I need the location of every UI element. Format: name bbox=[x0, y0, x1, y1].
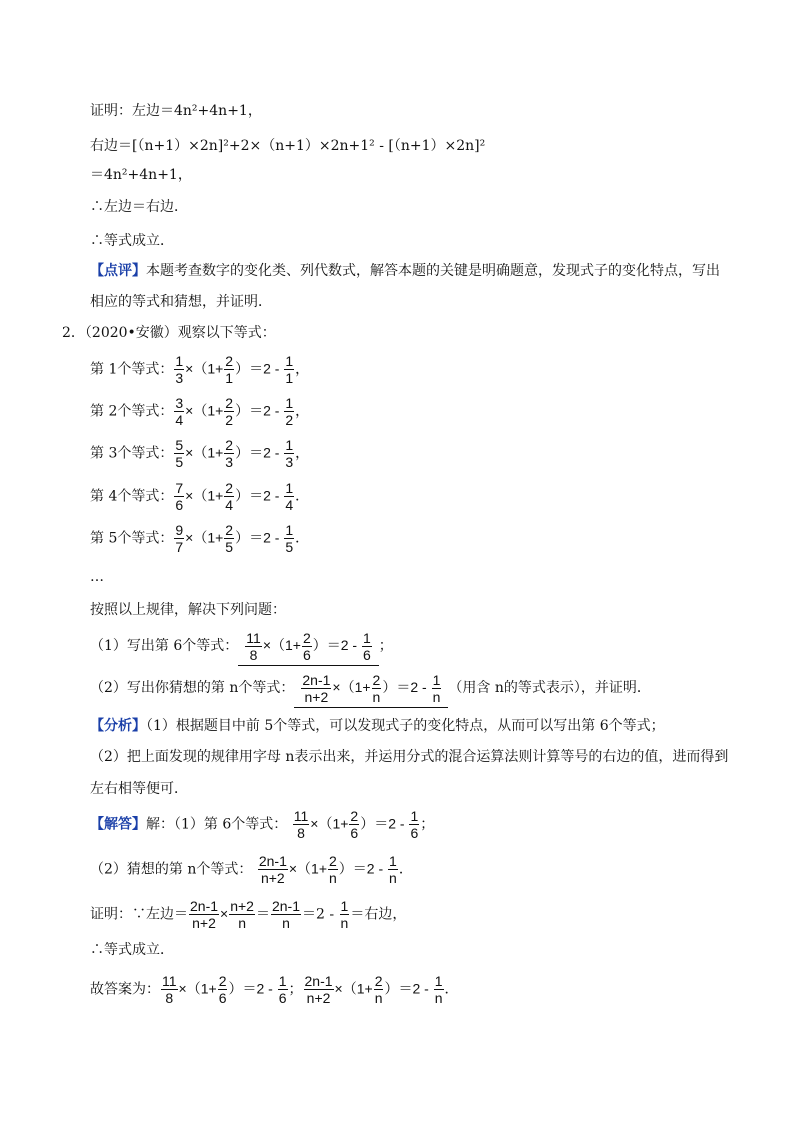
sub1-answer-blank: $\frac{11}{8}$ ×（1+ $\frac{2}{6}$ ）＝2 - $\frac{1}{6}$ bbox=[238, 626, 379, 666]
fraction-lhs: $\frac{5}{5}$ bbox=[175, 437, 184, 470]
solution-text-2: （2）猜想的第 n个等式： bbox=[90, 861, 253, 878]
proof-line-4: ∴左边＝右边． bbox=[90, 199, 188, 215]
fraction-rhs: $\frac{1}{5}$ bbox=[285, 522, 294, 555]
instruction: 按照以上规律，解决下列问题： bbox=[90, 602, 286, 618]
proof-line-3: ＝4n²+4n+1， bbox=[90, 167, 192, 183]
analysis-tag: 【分析】 bbox=[90, 718, 146, 734]
equation-5: 第 5个等式： $\frac{9}{7}$ ×（1+ $\frac{2}{5}$ ）＝2 - $\frac{1}{5}$ ． bbox=[90, 522, 310, 555]
proof-line-5: ∴等式成立． bbox=[90, 233, 174, 249]
question-2-header: 2．（2020•安徽）观察以下等式： bbox=[62, 325, 276, 341]
fraction-rhs: $\frac{1}{1}$ bbox=[285, 353, 294, 386]
analysis-text-1: （1）根据题目中前 5个等式，可以发现式子的变化特点，从而可以写出第 6个等式； bbox=[146, 718, 665, 734]
final-answer: 故答案为： $\frac{11}{8}$ ×（1+ $\frac{2}{6}$ ）＝2 - $\frac{1}{6}$ ； $\frac{2n-1}{n+2}$ ×（1+ $\frac{2}{n}$ ）＝2 - $\frac{1}{n}$ ． bbox=[90, 973, 459, 1006]
sub1-tail: ； bbox=[378, 638, 393, 654]
fraction-lhs: $\frac{1}{3}$ bbox=[175, 353, 184, 386]
fraction-rhs: $\frac{1}{3}$ bbox=[285, 437, 294, 470]
proof-line-1: 证明：左边＝4n²+4n+1， bbox=[90, 103, 262, 119]
fraction-inner: $\frac{2}{5}$ bbox=[225, 522, 234, 555]
sub2-label: （2）写出你猜想的第 n个等式： bbox=[90, 680, 295, 696]
equation-4: 第 4个等式： $\frac{7}{6}$ ×（1+ $\frac{2}{4}$ ）＝2 - $\frac{1}{4}$ ． bbox=[90, 480, 310, 513]
fraction-inner: $\frac{2}{1}$ bbox=[225, 353, 234, 386]
analysis-line-3: 左右相等便可． bbox=[90, 781, 188, 797]
analysis-line-1 bbox=[90, 716, 665, 736]
ellipsis: … bbox=[90, 569, 104, 585]
fraction-rhs: $\frac{1}{2}$ bbox=[285, 395, 294, 428]
equation-label: 第 4个等式： bbox=[90, 488, 174, 505]
proof-label: 证明：∵左边＝ bbox=[90, 906, 188, 923]
equation-label: 第 3个等式： bbox=[90, 445, 174, 462]
fraction-inner: $\frac{2}{3}$ bbox=[225, 437, 234, 470]
conclusion: ∴等式成立． bbox=[90, 942, 174, 958]
fraction-inner: $\frac{2}{2}$ bbox=[225, 395, 234, 428]
comment-text-1: 本题考查数字的变化类、列代数式，解答本题的关键是明确题意，发现式子的变化特点，写出 bbox=[146, 263, 720, 279]
proof-line-2: 右边＝[（n+1）×2n]²+2×（n+1）×2n+1² - [（n+1）×2n]² bbox=[90, 138, 486, 154]
comment-line-2: 相应的等式和猜想，并证明． bbox=[90, 294, 272, 310]
equation-label: 第 1个等式： bbox=[90, 361, 174, 378]
solution-proof: 证明：∵左边＝ $\frac{2n-1}{n+2}$ × $\frac{n+2}{n}$ ＝ $\frac{2n-1}{n}$ ＝2 - $\frac{1}{n}$ ＝右边， bbox=[90, 898, 407, 931]
equation-1: 第 1个等式： $\frac{1}{3}$ ×（1+ $\frac{2}{1}$ ）＝2 - $\frac{1}{1}$ ， bbox=[90, 353, 310, 386]
equation-2: 第 2个等式： $\frac{3}{4}$ ×（1+ $\frac{2}{2}$ ）＝2 - $\frac{1}{2}$ ， bbox=[90, 395, 310, 428]
sub2-tail: （用含 n的等式表示），并证明． bbox=[448, 680, 651, 696]
analysis-line-2: （2）把上面发现的规律用字母 n表示出来，并运用分式的混合运算法则计算等号的右边的值，进而得到 bbox=[90, 749, 729, 765]
sub2-answer-blank: $\frac{2n-1}{n+2}$ ×（1+ $\frac{2}{n}$ ）＝2 - $\frac{1}{n}$ bbox=[294, 668, 448, 708]
fraction-rhs: $\frac{1}{4}$ bbox=[285, 480, 294, 513]
proof-tail: ＝右边， bbox=[350, 906, 407, 923]
solution-line-2: （2）猜想的第 n个等式： $\frac{2n-1}{n+2}$ ×（1+ $\frac{2}{n}$ ）＝2 - $\frac{1}{n}$ ． bbox=[90, 853, 413, 886]
sub1-label: （1）写出第 6个等式： bbox=[90, 638, 239, 654]
fraction-lhs: $\frac{7}{6}$ bbox=[175, 480, 184, 513]
solution-text-1: 解：（1）第 6个等式： bbox=[146, 816, 288, 833]
solution-tag: 【解答】 bbox=[90, 816, 146, 833]
equation-label: 第 5个等式： bbox=[90, 530, 174, 547]
answer-label: 故答案为： bbox=[90, 981, 160, 998]
sub-question-1 bbox=[90, 626, 393, 666]
equation-label: 第 2个等式： bbox=[90, 403, 174, 420]
fraction-lhs: $\frac{3}{4}$ bbox=[175, 395, 184, 428]
sub-question-2 bbox=[90, 668, 651, 708]
comment-line-1 bbox=[90, 261, 720, 281]
solution-line-1: 【解答】解：（1）第 6个等式： $\frac{11}{8}$ ×（1+ $\frac{2}{6}$ ）＝2 - $\frac{1}{6}$ ； bbox=[90, 808, 435, 841]
equation-3: 第 3个等式： $\frac{5}{5}$ ×（1+ $\frac{2}{3}$ ）＝2 - $\frac{1}{3}$ ， bbox=[90, 437, 310, 470]
fraction-lhs: $\frac{9}{7}$ bbox=[175, 522, 184, 555]
fraction-inner: $\frac{2}{4}$ bbox=[225, 480, 234, 513]
comment-tag: 【点评】 bbox=[90, 263, 146, 279]
